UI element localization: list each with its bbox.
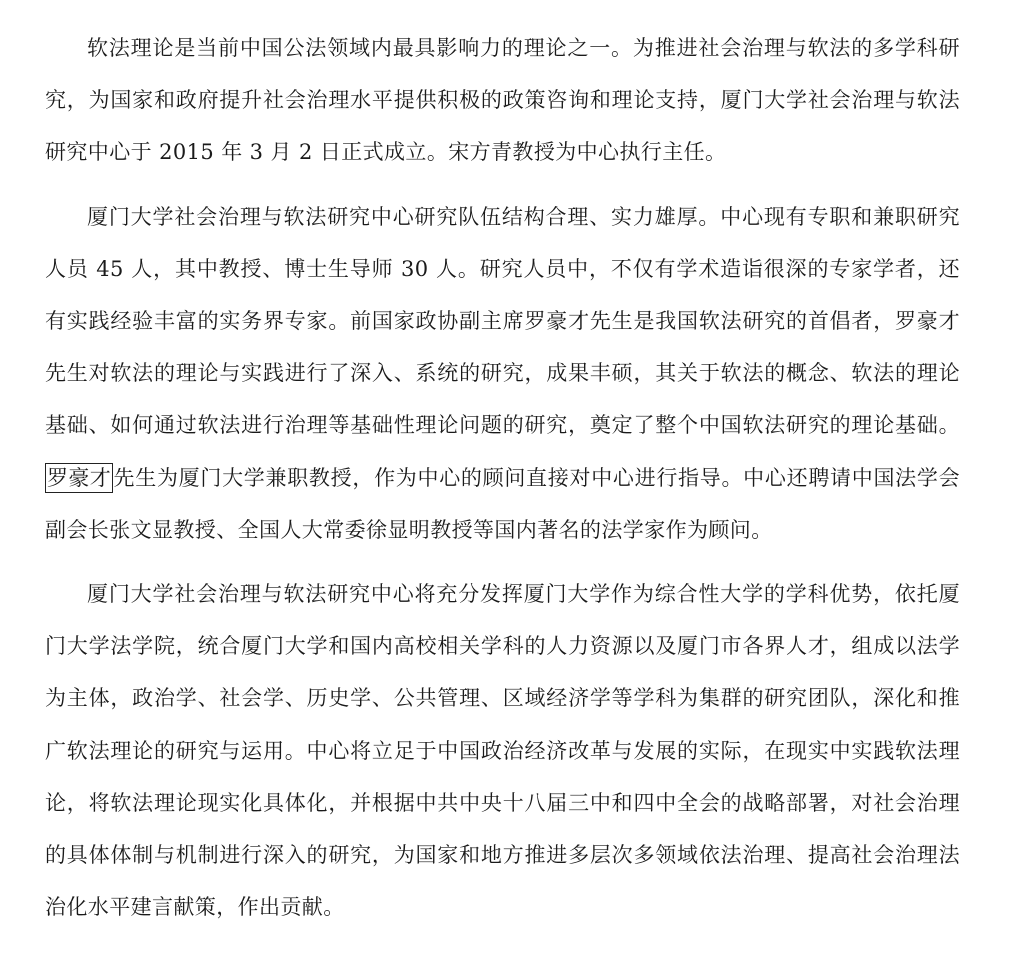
paragraph-research-team (45, 191, 960, 556)
paragraph-text-after-highlight: 先生为厦门大学兼职教授，作为中心的顾问直接对中心进行指导。中心还聘请中国法学会副会长张文显教授、全国人大常委徐显明教授等国内著名的法学家作为顾问。 (45, 465, 960, 542)
highlighted-name-box: 罗豪才 (45, 463, 113, 493)
paragraph-center-mission: 厦门大学社会治理与软法研究中心将充分发挥厦门大学作为综合性大学的学科优势，依托厦门大学法学院，统合厦门大学和国内高校相关学科的人力资源以及厦门市各界人才，组成以法学为主体，政治学、社会学、历史学、公共管理、区域经济学等学科为集群的研究团队，深化和推广软法理论的研究与运用。中心将立足于中国政治经济改革与发展的实际，在现实中实践软法理论，将软法理论现实化具体化，并根据中共中央十八届三中和四中全会的战略部署，对社会治理的具体体制与机制进行深入的研究，为国家和地方推进多层次多领域依法治理、提高社会治理法治化水平建言献策，作出贡献。 (45, 582, 960, 920)
document-body (45, 22, 960, 933)
paragraph-center-founding: 软法理论是当前中国公法领域内最具影响力的理论之一。为推进社会治理与软法的多学科研究，为国家和政府提升社会治理水平提供积极的政策咨询和理论支持，厦门大学社会治理与软法研究中心于 2015 年 3 月 2 日正式成立。宋方青教授为中心执行主任。 (45, 36, 960, 165)
paragraph-text-before-highlight: 厦门大学社会治理与软法研究中心研究队伍结构合理、实力雄厚。中心现有专职和兼职研究人员 45 人，其中教授、博士生导师 30 人。研究人员中，不仅有学术造诣很深的专家学者，还有实践经验丰富的实务界专家。前国家政协副主席罗豪才先生是我国软法研究的首倡者，罗豪才先生对软法的理论与实践进行了深入、系统的研究，成果丰硕，其关于软法的概念、软法的理论基础、如何通过软法进行治理等基础性理论问题的研究，奠定了整个中国软法研究的理论基础。 (45, 204, 960, 438)
